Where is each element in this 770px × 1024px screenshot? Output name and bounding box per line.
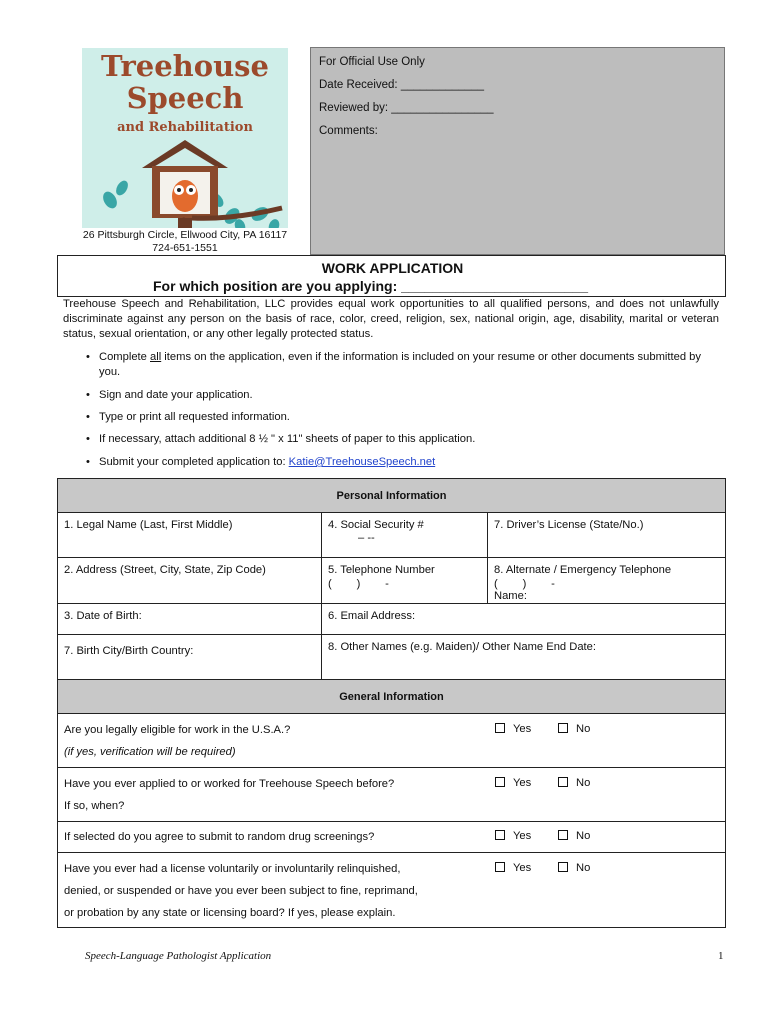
email-address-field[interactable]: [321, 603, 726, 635]
date-received-field[interactable]: Date Received: _____________: [319, 79, 484, 91]
question-drug-screening: If selected do you agree to submit to random drug screenings?: [64, 831, 375, 843]
checkbox-icon: [495, 830, 505, 840]
instruction-emphasis: all: [150, 351, 162, 363]
ssn-label: 4. Social Security #: [328, 519, 424, 531]
general-info-heading: General Information: [57, 679, 726, 714]
instruction-item: [86, 455, 706, 470]
no-label: No: [576, 723, 591, 735]
checkbox-icon: [495, 862, 505, 872]
instruction-text: If necessary, attach additional 8 ½ " x 11" sheets of paper to this application.: [99, 433, 476, 445]
bullet-icon: •: [86, 389, 90, 401]
question-license-line: or probation by any state or licensing board? If yes, please explain.: [64, 907, 396, 919]
question-eligibility: Are you legally eligible for work in the U.S.A.?: [64, 724, 291, 736]
bullet-icon: •: [86, 456, 90, 468]
question-row: [57, 767, 726, 822]
yes-label: Yes: [513, 830, 532, 842]
yes-label: Yes: [513, 862, 532, 874]
birth-city-field[interactable]: [57, 634, 322, 680]
drug-screening-no-checkbox[interactable]: [558, 830, 590, 842]
instruction-text: items on the application, even if the information is included on your resume or other documents submitted by you.: [99, 351, 701, 378]
applied-before-yes-checkbox[interactable]: [495, 777, 531, 789]
treehouse-illustration-icon: [82, 138, 288, 228]
bullet-icon: •: [86, 433, 90, 445]
question-license-line: Have you ever had a license voluntarily or involuntarily relinquished,: [64, 863, 401, 875]
instruction-text: Sign and date your application.: [99, 389, 253, 401]
address-field[interactable]: [57, 557, 322, 604]
official-use-title: For Official Use Only: [319, 56, 425, 68]
date-of-birth-field[interactable]: [57, 603, 322, 635]
footer-document-title: Speech-Language Pathologist Application: [85, 950, 272, 962]
checkbox-icon: [558, 777, 568, 787]
drivers-license-field[interactable]: [487, 512, 726, 558]
other-names-field[interactable]: [321, 634, 726, 680]
bullet-icon: •: [86, 411, 90, 423]
eeo-statement: Treehouse Speech and Rehabilitation, LLC provides equal work opportunities to all qualified persons, and does not unlawfully discriminate against any person on the basis of race, color, creed, religion, sex, national origin, age, disability, marital or veteran status, sexual orientation, or any other legally protected status.: [63, 298, 719, 340]
reviewed-by-field[interactable]: Reviewed by: ________________: [319, 102, 494, 114]
yes-label: Yes: [513, 723, 532, 735]
eligibility-no-checkbox[interactable]: [558, 723, 590, 735]
checkbox-icon: [495, 777, 505, 787]
telephone-field[interactable]: [321, 557, 488, 604]
instruction-item: [86, 388, 706, 403]
instruction-text: Complete: [99, 351, 150, 363]
license-action-yes-checkbox[interactable]: [495, 862, 531, 874]
personal-info-heading: Personal Information: [57, 478, 726, 513]
checkbox-icon: [558, 723, 568, 733]
instruction-item: [86, 410, 706, 425]
instruction-item: [86, 350, 706, 380]
official-use-box: [310, 47, 725, 255]
ssn-field[interactable]: [321, 512, 488, 558]
question-applied-before-note: If so, when?: [64, 800, 125, 812]
address-street: 26 Pittsburgh Circle, Ellwood City, PA 16117: [82, 229, 288, 241]
work-application-header: [57, 255, 726, 297]
no-label: No: [576, 830, 591, 842]
alternate-telephone-field[interactable]: [487, 557, 726, 604]
email-address-label: 6. Email Address:: [328, 610, 416, 622]
company-address: [60, 229, 310, 255]
checkbox-icon: [558, 862, 568, 872]
date-of-birth-label: 3. Date of Birth:: [64, 610, 142, 622]
instruction-text: Submit your completed application to:: [99, 456, 289, 468]
checkbox-icon: [495, 723, 505, 733]
company-logo: [82, 48, 288, 228]
logo-text-rehabilitation: and Rehabilitation: [117, 120, 253, 135]
position-applying-field[interactable]: For which position are you applying: ________________________: [153, 278, 588, 294]
alternate-contact-name-label: Name:: [494, 590, 527, 602]
legal-name-field[interactable]: [57, 512, 322, 558]
email-link[interactable]: Katie@TreehouseSpeech.net: [288, 456, 436, 468]
drug-screening-yes-checkbox[interactable]: [495, 830, 531, 842]
address-label: 2. Address (Street, City, State, Zip Code): [64, 564, 266, 576]
other-names-label: 8. Other Names (e.g. Maiden)/ Other Name End Date:: [328, 641, 596, 653]
license-action-no-checkbox[interactable]: [558, 862, 590, 874]
question-row: [57, 852, 726, 928]
question-row: [57, 821, 726, 853]
yes-label: Yes: [513, 777, 532, 789]
logo-text-treehouse: Treehouse: [101, 49, 269, 83]
birth-city-label: 7. Birth City/Birth Country:: [64, 645, 194, 657]
instruction-item: [86, 432, 706, 447]
logo-text-speech: Speech: [126, 81, 244, 115]
telephone-format: ( ) -: [328, 578, 389, 590]
question-eligibility-note: (if yes, verification will be required): [64, 746, 236, 758]
alternate-telephone-format: ( ) -: [494, 578, 555, 590]
telephone-label: 5. Telephone Number: [328, 564, 435, 576]
applied-before-no-checkbox[interactable]: [558, 777, 590, 789]
comments-field[interactable]: Comments:: [319, 125, 378, 137]
alternate-telephone-label: 8. Alternate / Emergency Telephone: [494, 564, 672, 576]
checkbox-icon: [558, 830, 568, 840]
legal-name-label: 1. Legal Name (Last, First Middle): [64, 519, 233, 531]
drivers-license-label: 7. Driver’s License (State/No.): [494, 519, 644, 531]
ssn-format: – --: [358, 532, 375, 544]
no-label: No: [576, 862, 591, 874]
address-phone: 724-651-1551: [152, 242, 218, 254]
instruction-text: Type or print all requested information.: [99, 411, 290, 423]
bullet-icon: •: [86, 351, 90, 363]
eligibility-yes-checkbox[interactable]: [495, 723, 531, 735]
page-number: 1: [718, 950, 724, 962]
no-label: No: [576, 777, 591, 789]
page-title: WORK APPLICATION: [321, 260, 464, 276]
question-license-line: denied, or suspended or have you ever been subject to fine, reprimand,: [64, 885, 418, 897]
question-applied-before: Have you ever applied to or worked for Treehouse Speech before?: [64, 778, 395, 790]
question-row: [57, 713, 726, 768]
